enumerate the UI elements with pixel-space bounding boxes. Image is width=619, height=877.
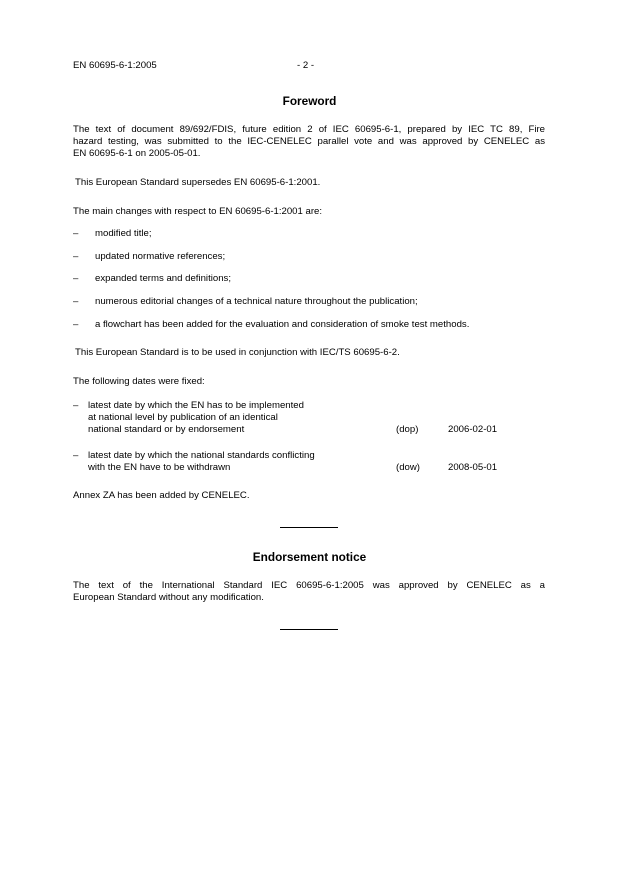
- header-page-number: - 2 -: [297, 60, 315, 71]
- dash-bullet: –: [73, 228, 79, 239]
- list-item-text: a flowchart has been added for the evaluation and consideration of smoke test methods.: [95, 319, 470, 330]
- annex-paragraph: Annex ZA has been added by CENELEC.: [73, 490, 250, 501]
- section-divider: [280, 629, 338, 630]
- list-item-text: numerous editorial changes of a technical nature throughout the publication;: [95, 296, 418, 307]
- dash-bullet: –: [73, 251, 79, 262]
- list-item-text: expanded terms and definitions;: [95, 273, 231, 284]
- date-description-line: with the EN have to be withdrawn: [88, 462, 231, 473]
- changes-intro: The main changes with respect to EN 60695-6-1:2001 are:: [73, 206, 323, 217]
- date-code: (dow): [396, 462, 420, 473]
- dash-bullet: –: [73, 319, 79, 330]
- intro-line: hazard testing, was submitted to the IEC-CENELEC parallel vote and was approved by CENELEC as: [73, 136, 545, 147]
- header-doc-id: EN 60695-6-1:2005: [73, 60, 157, 71]
- list-item-text: updated normative references;: [95, 251, 226, 262]
- endorsement-line: The text of the International Standard IEC 60695-6-1:2005 was approved by CENELEC as a: [73, 580, 545, 591]
- list-item-text: modified title;: [95, 228, 152, 239]
- dates-intro: The following dates were fixed:: [73, 376, 205, 387]
- dash-bullet: –: [73, 296, 79, 307]
- date-code: (dop): [396, 424, 419, 435]
- date-description-line: at national level by publication of an identical: [88, 412, 278, 423]
- dash-bullet: –: [73, 273, 79, 284]
- dash-bullet: –: [73, 450, 79, 461]
- intro-line: The text of document 89/692/FDIS, future edition 2 of IEC 60695-6-1, prepared by IEC TC 89, Fire: [73, 124, 545, 135]
- conjunction-paragraph: This European Standard is to be used in conjunction with IEC/TS 60695-6-2.: [75, 347, 400, 358]
- endorsement-title: Endorsement notice: [252, 550, 367, 564]
- intro-line: EN 60695-6-1 on 2005-05-01.: [73, 148, 201, 159]
- supersedes-paragraph: This European Standard supersedes EN 60695-6-1:2001.: [75, 177, 321, 188]
- date-value: 2008-05-01: [448, 462, 498, 473]
- foreword-title: Foreword: [282, 94, 337, 108]
- date-description-line: latest date by which the EN has to be implemented: [88, 400, 304, 411]
- date-description-line: latest date by which the national standards conflicting: [88, 450, 315, 461]
- endorsement-line: European Standard without any modification.: [73, 592, 264, 603]
- section-divider: [280, 527, 338, 528]
- date-description-line: national standard or by endorsement: [88, 424, 245, 435]
- dash-bullet: –: [73, 400, 79, 411]
- date-value: 2006-02-01: [448, 424, 498, 435]
